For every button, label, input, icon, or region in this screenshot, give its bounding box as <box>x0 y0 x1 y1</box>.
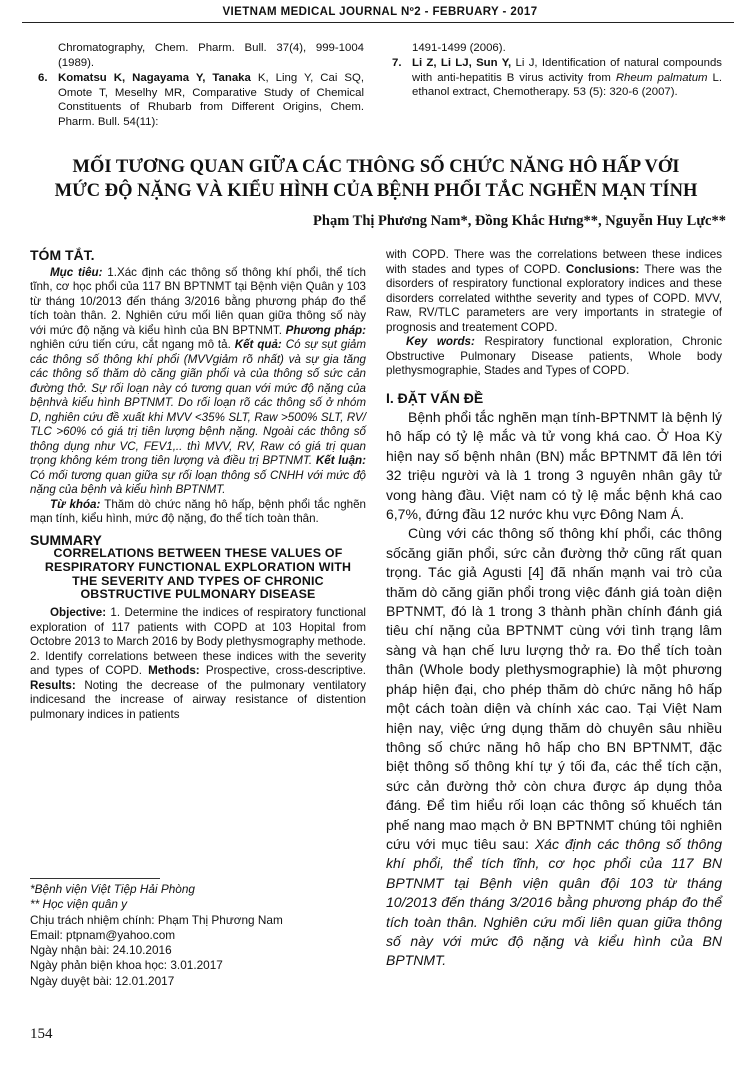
left-column <box>30 248 366 722</box>
reference-number: 7. <box>392 57 402 69</box>
results-text-en-continued: with COPD. There was the correlations between these indices with stades and types of COPD. <box>386 248 722 276</box>
reference-text: 1491-1499 (2006). <box>412 42 506 54</box>
intro-heading: I. ĐẶT VẤN ĐỀ <box>386 389 484 406</box>
page-number: 154 <box>30 1026 53 1042</box>
header-rule <box>22 22 734 23</box>
footnotes <box>30 882 283 989</box>
title-line-2: MỨC ĐỘ NẶNG VÀ KIỂU HÌNH CỦA BỆNH PHỔI TẮC NGHẼN MẠN TÍNH <box>54 181 698 201</box>
article-title <box>20 155 732 203</box>
intro-paragraph-2-text: Cùng với các thông số thông khí phổi, các thông sốcăng giãn phổi, sức cản đường thở cũng rất quan trọng. Tác giả Agusti [4] đã nhấn mạnh vai trò của thăm dò căng giãn phổi trong việc đánh giá toàn diện BPTNMT, đó là 1 trong 3 thành phần chính đánh giá tiêu chí nặng của BPTNMT cùng với tình trạng lâm sàng và hạn chế lưu lượng thở ra. Đo thể tích toàn thân (Whole body plethysmographie) là một phương pháp hiện đại, cho phép thăm dò chức năng hô hấp một cách toàn diện và chính xác cao. Tại Việt Nam hiện nay, việc ứng dụng thăm dò chuyên sâu nhiều thông số chức năng hô hấp cho BN BPTNMT, đặc biệt thông số thông khí tự ý tối đa, các thể tích cặn, sức cản đường thở còn chưa được áp dụng thỏa đáng. Để tìm hiểu rối loạn các thông số khuếch tán phế nang mao mạch ở BN BPTNMT chúng tôi nghiên cứu với mục tiêu sau: <box>386 525 722 852</box>
results-label-en: Results: <box>30 678 76 692</box>
conclusion-label: Kết luận: <box>315 454 366 467</box>
reference-authors: Li Z, Li LJ, Sun Y, <box>412 57 512 69</box>
reference-text: L. ethanol extract, Chemotherapy. 53 (5): 320-6 (2007). <box>412 71 722 99</box>
summary-english <box>30 606 366 722</box>
footnote-rule <box>30 878 160 879</box>
intro-paragraph-1: Bệnh phổi tắc nghẽn mạn tính-BPTNMT là bệnh lý hô hấp có tỷ lệ mắc và tử vong khá cao. Ở Hoa Kỳ hiện nay số bệnh nhân (BN) mắc BPTNMT đã lên tới 32 triệu người và là 1 trong 3 nguyên nhân gây tử vong hàng đầu. Việt nam có tỷ lệ mắc bệnh khá cao 6,7%, đứng đầu 12 nước khu vực Đông Nam Á. <box>386 409 722 523</box>
affiliation-1: *Bệnh viện Việt Tiệp Hải Phòng <box>30 882 195 896</box>
objective-text-en: 1. Determine the indices of respiratory functional exploration of 117 patients with COPD at 103 Hopital from Octobre 2013 to March 2016 by Body plethysmography methode. 2. Identify correlations between these indices with the severity and types of COPD. <box>30 606 366 678</box>
reference-species: Rheum palmatum <box>615 71 708 84</box>
right-column <box>386 248 722 971</box>
results-text-en: Noting the decrease of the pulmonary ventilatory indicesand the increase of airway resistance of distention pulmonary indices in patients <box>30 678 366 721</box>
intro-paragraph-2 <box>386 524 722 970</box>
reference-number: 6. <box>38 72 48 84</box>
objective-label: Mục tiêu: <box>50 265 103 279</box>
objective-label-en: Objective: <box>50 606 107 620</box>
summary-english-continued <box>386 248 722 335</box>
affiliation-2: ** Học viện quân y <box>30 897 128 912</box>
reference-text: Chromatography, Chem. Pharm. Bull. 37(4), 999-1004 (1989). <box>58 42 364 69</box>
keywords-vietnamese <box>30 498 366 527</box>
summary-title: CORRELATIONS BETWEEN THESE VALUES OF RESPIRATORY FUNCTIONAL EXPLORATION WITH THE SEVERITY AND TYPES OF CHRONIC OBSTRUCTIVE PULMONARY DISEASE <box>44 546 352 602</box>
review-date: Ngày phản biện khoa học: 3.01.2017 <box>30 958 223 973</box>
methods-text-en: Prospective, cross-descriptive. <box>199 664 367 678</box>
conclusions-label-en: Conclusions: <box>565 262 640 276</box>
methods-text: nghiên cứu tiến cứu, cắt ngang mô tả. <box>30 338 235 351</box>
reference-text: K, Ling Y, Cai SQ, Omote T, Meselhy MR, Comparative Study of Chemical Constituents of Rhubarb from Different Origins, Chem. Pharm. Bull. 54(11): <box>58 72 364 128</box>
title-line-1: MỐI TƯƠNG QUAN GIỮA CÁC THÔNG SỐ CHỨC NĂNG HÔ HẤP VỚI <box>72 157 680 177</box>
abstract-vietnamese <box>30 266 366 498</box>
results-label: Kết quả: <box>234 338 282 351</box>
summary-heading: SUMMARY <box>30 531 102 548</box>
contact-email: Email: ptpnam@yahoo.com <box>30 927 176 942</box>
conclusions-text-en: There was the disorders of respiratory functional exploratory indices and these disorders correlated withthe severity and types of COPD. MVV, Raw, RV/TLC parameters are very importants in strategie of prognosis and treatement COPD. <box>386 262 722 334</box>
results-text: Có sự sụt giảm các thông số thông khí phổi (MVVgiảm rõ nhất) và sự gia tăng các thông số thăm dò căng giãn phổi và của thông số sức cản đường thở. Sự rối loạn này có tương quan với mức độ nặng của bệnhvà kiểu hình BPTNMT. Do rối loạn rõ các thông số ở nhóm D, nghiên cứu đề xuất khi MVV <35% SLT, Raw >500% SLT, RV/ TLC >60% có giá trị tiên lượng bệnh nặng. Ngoài các thông số thông dụng như VC, FEV1,.. thì MVV, RV, Raw có giá trị quan trọng không kém trong tiên lượng và điều trị BPTNMT. <box>30 338 367 467</box>
keywords-english <box>386 335 722 379</box>
keywords-text: Thăm dò chức năng hô hấp, bệnh phổi tắc nghẽn mạn tính, kiểu hình, mức độ nặng, đo thể tích toàn thân. <box>30 497 367 525</box>
reference-text: Li J, Identification of natural compounds with anti-hepatitis B virus activity from <box>412 57 722 84</box>
running-header: VIETNAM MEDICAL JOURNAL Nº2 - FEBRUARY - 2017 <box>222 6 538 18</box>
author-line: Phạm Thị Phương Nam*, Đồng Khắc Hưng**, Nguyễn Huy Lực** <box>313 213 726 229</box>
reference-5-continuation <box>58 41 364 70</box>
methods-label-en: Methods: <box>148 664 200 678</box>
reference-6-continuation <box>412 41 722 56</box>
received-date: Ngày nhận bài: 24.10.2016 <box>30 943 172 958</box>
reference-6 <box>38 71 364 129</box>
reference-7 <box>392 56 722 100</box>
keywords-label: Từ khóa: <box>50 497 101 511</box>
abstract-heading: TÓM TẮT. <box>30 247 95 263</box>
keywords-label-en: Key words: <box>406 335 475 348</box>
objective-text: 1.Xác định các thông số thông khí phổi, thể tích tĩnh, cơ học phổi của 117 BN BPTNMT tại Bệnh viện Quân y 103 từ tháng 10/2013 đến tháng 3/2016 bằng phương pháp đo thể tích toàn thân. 2. Nghiên cứu mối liên quan giữa thông số này với mức độ nặng và kiểu hình của BN BPTNMT. <box>30 265 366 337</box>
accepted-date: Ngày duyệt bài: 12.01.2017 <box>30 973 175 988</box>
conclusion-text: Có mối tương quan giữa sự rối loạn thông số CNHH với mức độ nặng của bệnh và kiểu hình BPTNMT. <box>30 468 366 496</box>
keywords-text-en: Respiratory functional exploration, Chronic Obstructive Pulmonary Disease patients, Whole body plethysmographie, Stades and Types of COPD. <box>386 335 722 377</box>
corresponding-author: Chịu trách nhiệm chính: Phạm Thị Phương Nam <box>30 912 283 927</box>
reference-authors: Komatsu K, Nagayama Y, Tanaka <box>58 72 251 84</box>
methods-label: Phương pháp: <box>285 323 366 337</box>
intro-body <box>386 408 722 971</box>
study-objectives: Xác định các thông số thông khí phổi, thể tích tĩnh, cơ học phổi của 117 BN BPTNMT tại Bệnh viện quân đội 103 từ tháng 10/2013 đến tháng 3/2016 bằng phương pháp đo thể tích toàn thân. Nghiên cứu mối liên quan giữa thông số này với mức độ nặng và kiểu hình của BN BPTNMT. <box>386 835 722 969</box>
